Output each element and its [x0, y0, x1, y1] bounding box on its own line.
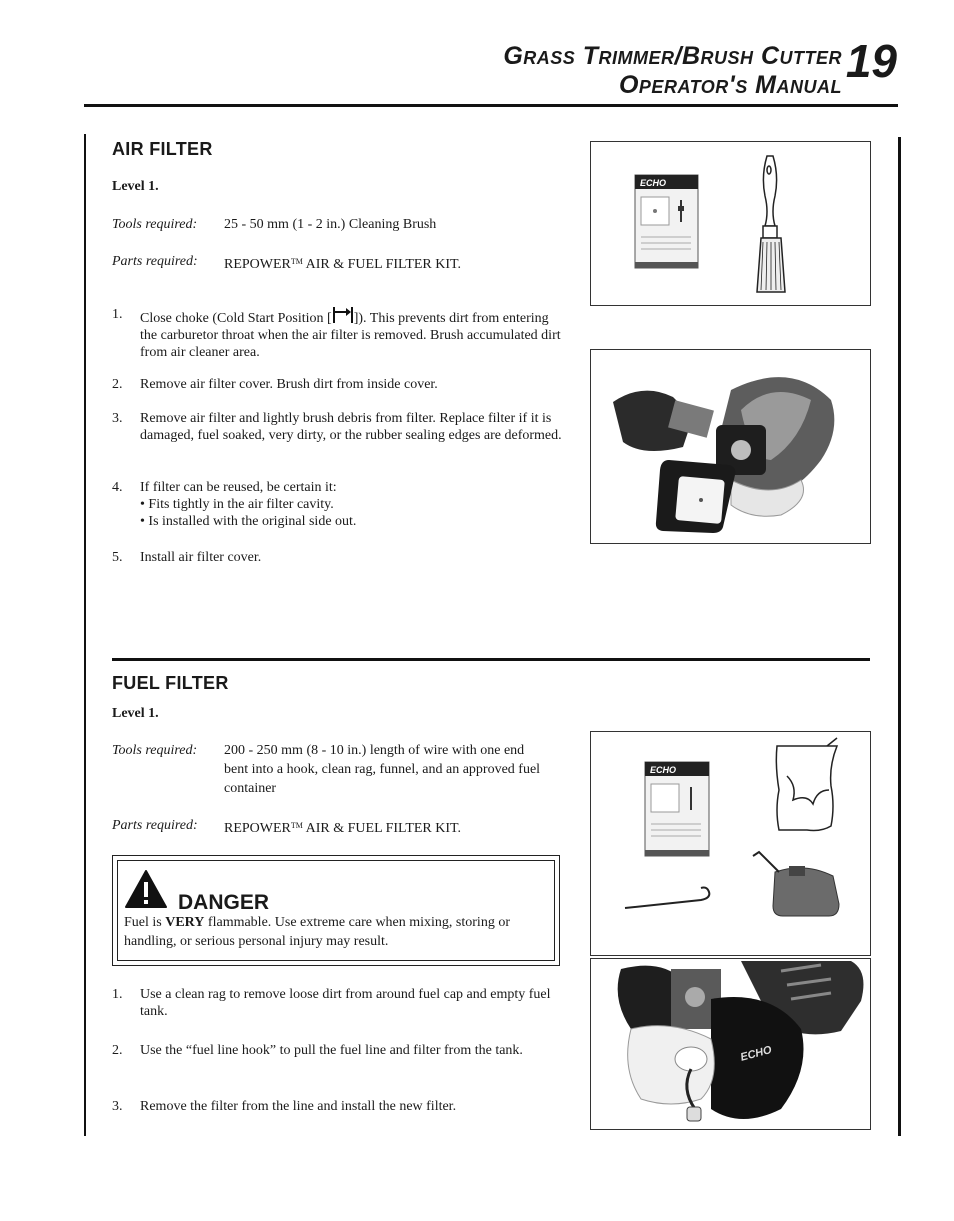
air-parts-value: REPOWER™ AIR & FUEL FILTER KIT. [224, 257, 462, 272]
kit-brand-logo-2: ECHO [650, 765, 677, 775]
filter-kit-package [635, 175, 698, 268]
air-filter-cover-figure [590, 349, 871, 544]
left-margin-bar [84, 134, 86, 1136]
manual-title-line1: Grass Trimmer/Brush Cutter [503, 42, 842, 70]
cleaning-brush [757, 156, 785, 292]
fuel-step-1: 1. Use a clean rag to remove loose dirt from around fuel cap and empty fuel tank. [112, 987, 551, 1019]
air-tools-value: 25 - 50 mm (1 - 2 in.) Cleaning Brush [224, 217, 437, 232]
air-parts-label: Parts required: [112, 254, 198, 269]
fuel-tools-label: Tools required: [112, 743, 198, 758]
section-divider [112, 658, 870, 661]
danger-text: Fuel is VERY flammable. Use extreme care when mixing, storing or handling, or serious personal injury may result. [124, 915, 510, 949]
air-filter-tools-figure [590, 141, 871, 306]
fuel-tank-figure [590, 958, 871, 1130]
fuel-filter-tools-figure [590, 731, 871, 956]
manual-title-line2: Operator's Manual [618, 71, 842, 99]
air-step-2: 2. Remove air filter cover. Brush dirt from inside cover. [112, 377, 438, 392]
header-rule [84, 104, 898, 107]
air-tools-label: Tools required: [112, 217, 198, 232]
kit-brand-logo: ECHO [640, 178, 667, 188]
choke-cold-start-icon [332, 306, 354, 324]
engine-fuel-tank-photo [618, 961, 864, 1121]
air-filter-heading: AIR FILTER [112, 139, 213, 159]
danger-title: DANGER [178, 891, 270, 914]
engine-brand-logo: ECHO [739, 1044, 773, 1064]
warning-triangle-icon [124, 869, 168, 909]
right-margin-bar [898, 137, 901, 1136]
air-step-3: 3. Remove air filter and lightly brush debris from filter. Replace filter if it is damaged, fuel soaked, very dirty, or the rubber sealing edges are deformed. [112, 411, 562, 443]
fuel-step-2: 2. Use the “fuel line hook” to pull the fuel line and filter from the tank. [112, 1043, 523, 1058]
air-filter-level: Level 1. [112, 179, 159, 194]
fuel-tools-value: 200 - 250 mm (8 - 10 in.) length of wire with one end bent into a hook, clean rag, funnel, and an approved fuel container [224, 743, 541, 796]
danger-notice [112, 855, 560, 966]
fuel-filter-heading: FUEL FILTER [112, 673, 229, 693]
fuel-parts-value: REPOWER™ AIR & FUEL FILTER KIT. [224, 821, 462, 836]
air-step-1: 1. Close choke (Cold Start Position [ ]). This prevents dirt from entering the carburetor throat when the air filter is removed. Brush accumulated dirt from air cleaner area. [112, 307, 561, 360]
clean-rag [776, 738, 837, 831]
air-filter-cover [656, 460, 736, 533]
filter-kit-package-2 [645, 762, 709, 856]
fuel-step-3: 3. Remove the filter from the line and install the new filter. [112, 1099, 457, 1114]
fuel-parts-label: Parts required: [112, 818, 198, 833]
fuel-filter-level: Level 1. [112, 706, 159, 721]
fuel-container [753, 852, 839, 916]
air-step-4: 4. If filter can be reused, be certain it: • Fits tightly in the air filter cavity. • Is installed with the original side out. [112, 480, 357, 529]
page-number: 19 [845, 35, 897, 87]
air-step-5: 5. Install air filter cover. [112, 550, 262, 565]
fuel-line-hook [625, 888, 709, 909]
